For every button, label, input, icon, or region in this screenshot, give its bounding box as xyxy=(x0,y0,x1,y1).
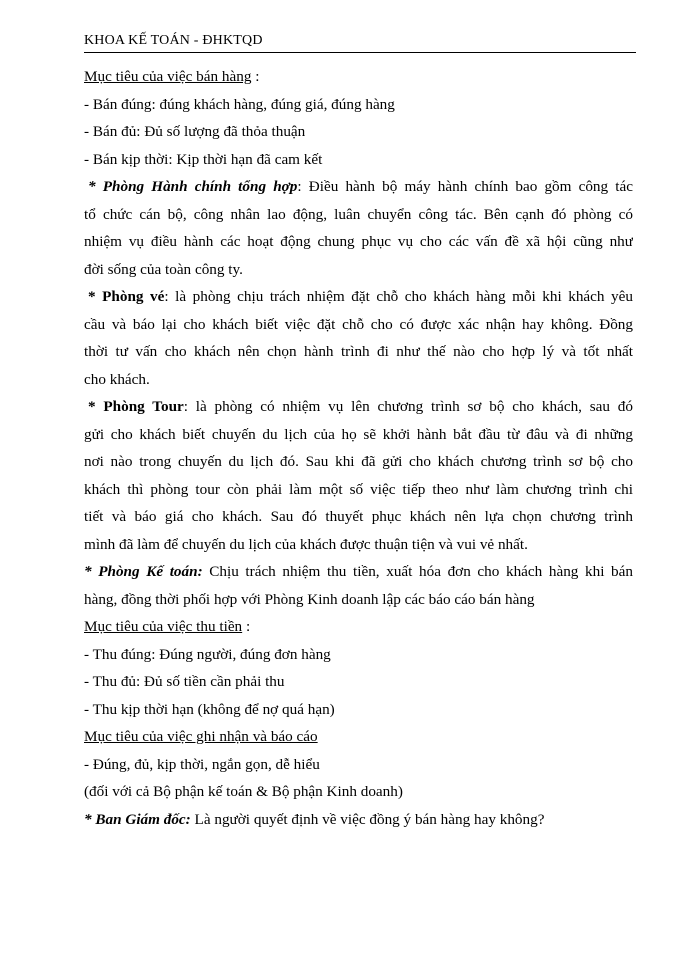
tour-dept-paragraph xyxy=(84,393,633,421)
paragraph-line: cho khách. xyxy=(84,370,150,388)
paragraph-line: tiết và báo giá cho khách. Sau đó thuyết phục khách nên lựa chọn chương trình xyxy=(84,508,633,525)
paragraph-text: : là phòng chịu trách nhiệm đặt chỗ cho khách hàng mỗi khi khách yêu xyxy=(164,288,633,305)
list-item: - Thu đủ: Đủ số tiền cần phải thu xyxy=(84,673,285,690)
list-item: - Bán đủ: Đủ số lượng đã thỏa thuận xyxy=(84,123,306,140)
admin-dept-paragraph xyxy=(84,173,633,201)
paragraph-text: : Điều hành bộ máy hành chính bao gồm công tác xyxy=(297,178,633,195)
paragraph-text: Chịu trách nhiệm thu tiền, xuất hóa đơn cho khách hàng khi bán xyxy=(202,563,633,580)
paragraph-line: hàng, đồng thời phối hợp với Phòng Kinh doanh lập các báo cáo bán hàng xyxy=(84,590,535,608)
list-item: - Bán kịp thời: Kịp thời hạn đã cam kết xyxy=(84,150,323,168)
paragraph-line: gửi cho khách biết chuyến du lịch của họ sẽ khởi hành bắt đầu từ đâu và đi những xyxy=(84,425,633,443)
page-header: KHOA KẾ TOÁN - ĐHKTQD xyxy=(84,32,636,53)
heading-text: Mục tiêu của việc ghi nhận và báo cáo xyxy=(84,728,318,745)
paragraph-line: thời tư vấn cho khách nên chọn hành trình đi như thế nào cho hợp lý và tốt nhất xyxy=(84,343,633,360)
heading-text: Mục tiêu của việc thu tiền xyxy=(84,618,243,635)
sales-goals-heading xyxy=(84,63,633,91)
paragraph-line: nhiệm vụ điều hành các hoạt động chung phục vụ cho các vấn đề xã hội cũng như xyxy=(84,233,633,250)
paragraph-line: đời sống của toàn công ty. xyxy=(84,260,243,278)
list-item: - Thu đúng: Đúng người, đúng đơn hàng xyxy=(84,645,331,663)
board-paragraph xyxy=(84,806,633,834)
paragraph-line: khách thì phòng tour còn phải làm một số việc tiếp theo như làm chương trình chi xyxy=(84,480,633,498)
list-item: (đối với cả Bộ phận kế toán & Bộ phận Kinh doanh) xyxy=(84,783,403,800)
heading-suffix: : xyxy=(251,68,260,85)
collection-goals-heading xyxy=(84,613,633,641)
paragraph-text: Là người quyết định về việc đồng ý bán hàng hay không? xyxy=(190,810,545,828)
dept-name: * Phòng vé xyxy=(88,288,165,305)
accounting-dept-paragraph xyxy=(84,558,633,586)
heading-suffix: : xyxy=(242,618,251,635)
paragraph-line: mình đã làm để chuyến du lịch của khách được thuận tiện và vui vẻ nhất. xyxy=(84,535,528,553)
dept-name: * Phòng Hành chính tổng hợp xyxy=(88,178,298,195)
paragraph-text: : là phòng có nhiệm vụ lên chương trình sơ bộ cho khách, sau đó xyxy=(183,398,633,415)
list-item: - Đúng, đủ, kịp thời, ngắn gọn, dễ hiểu xyxy=(84,755,320,773)
list-item: - Thu kịp thời hạn (không để nợ quá hạn) xyxy=(84,700,335,718)
list-item: - Bán đúng: đúng khách hàng, đúng giá, đúng hàng xyxy=(84,95,395,113)
dept-name: * Ban Giám đốc: xyxy=(84,810,191,828)
ticket-dept-paragraph xyxy=(84,283,633,311)
reporting-goals-heading xyxy=(84,723,633,751)
heading-text: Mục tiêu của việc bán hàng xyxy=(84,68,252,85)
dept-name: * Phòng Kế toán: xyxy=(84,563,203,580)
dept-name: * Phòng Tour xyxy=(88,398,184,415)
paragraph-line: cầu và báo lại cho khách biết việc đặt chỗ cho có được xác nhận hay không. Đồng xyxy=(84,315,633,333)
paragraph-line: tổ chức cán bộ, công nhân lao động, luân chuyển công tác. Bên cạnh đó phòng có xyxy=(84,205,633,223)
document-body xyxy=(84,63,633,833)
paragraph-line: nơi nào trong chuyến du lịch đó. Sau khi đã gửi cho khách chương trình sơ bộ cho xyxy=(84,453,633,470)
